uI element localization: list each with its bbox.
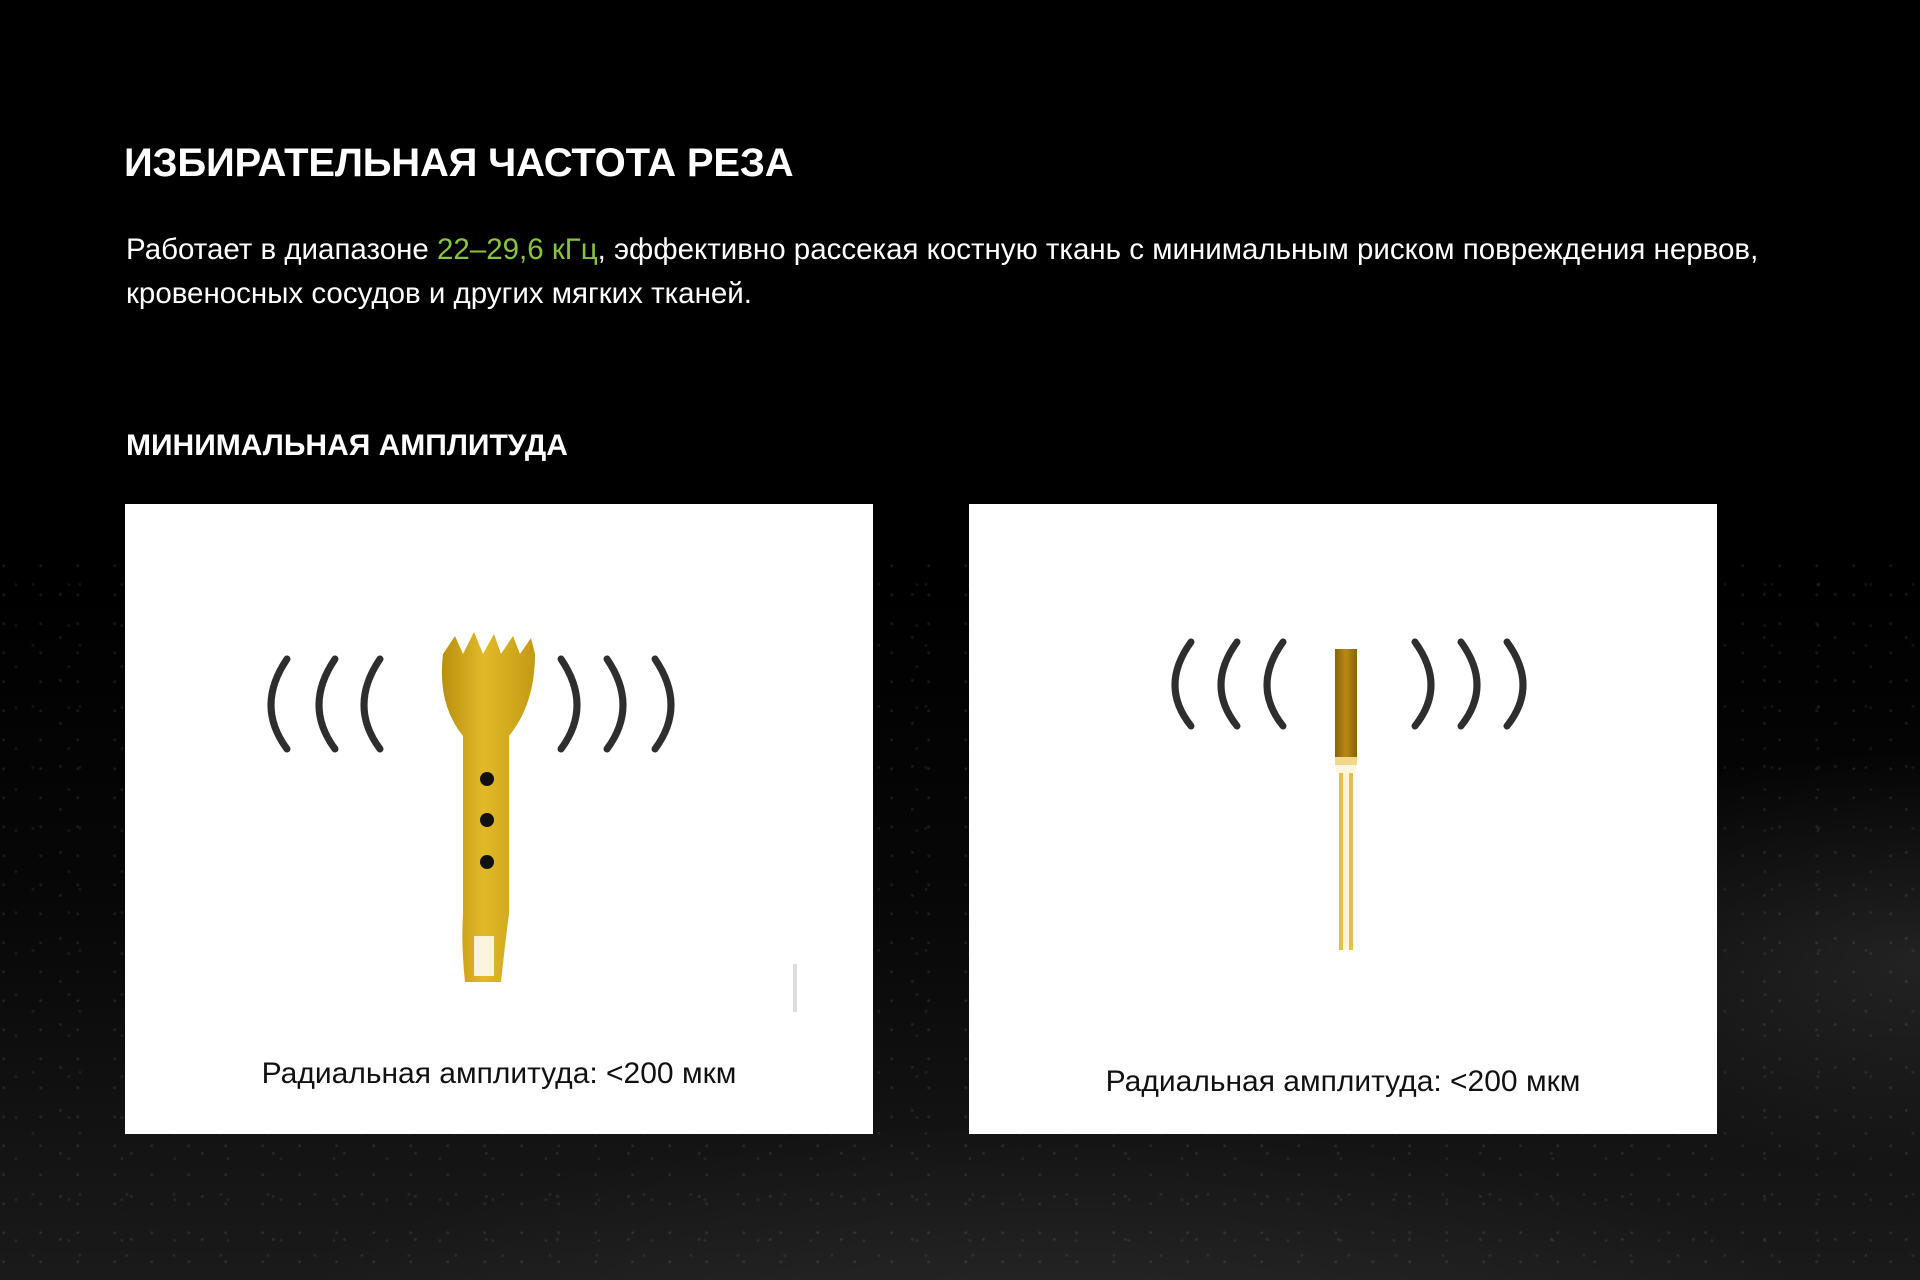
vibration-waves-right bbox=[1415, 642, 1523, 726]
description bbox=[126, 228, 1826, 316]
vibration-waves-left bbox=[1175, 642, 1283, 726]
page-title: ИЗБИРАТЕЛЬНАЯ ЧАСТОТА РЕЗА bbox=[124, 141, 794, 185]
description-prefix: Работает в диапазоне bbox=[126, 233, 437, 266]
amplitude-card-narrow bbox=[969, 504, 1717, 1134]
vibration-waves-left bbox=[271, 659, 380, 749]
section-subtitle: МИНИМАЛЬНАЯ АМПЛИТУДА bbox=[126, 429, 568, 462]
description-suffix: , эффективно рассекая костную ткань с минимальным риском повреждения нервов, кровеносных сосудов и других мягких тканей. bbox=[126, 233, 1759, 310]
amplitude-card-saw bbox=[125, 504, 873, 1134]
saw-blade-tip-icon bbox=[125, 504, 873, 1024]
vibration-waves-right bbox=[561, 659, 671, 749]
amplitude-caption: Радиальная амплитуда: <200 мкм bbox=[1105, 1065, 1581, 1098]
frequency-range: 22–29,6 кГц bbox=[437, 233, 598, 266]
amplitude-caption: Радиальная амплитуда: <200 мкм bbox=[261, 1057, 737, 1090]
narrow-blade-tip-icon bbox=[969, 504, 1717, 1024]
